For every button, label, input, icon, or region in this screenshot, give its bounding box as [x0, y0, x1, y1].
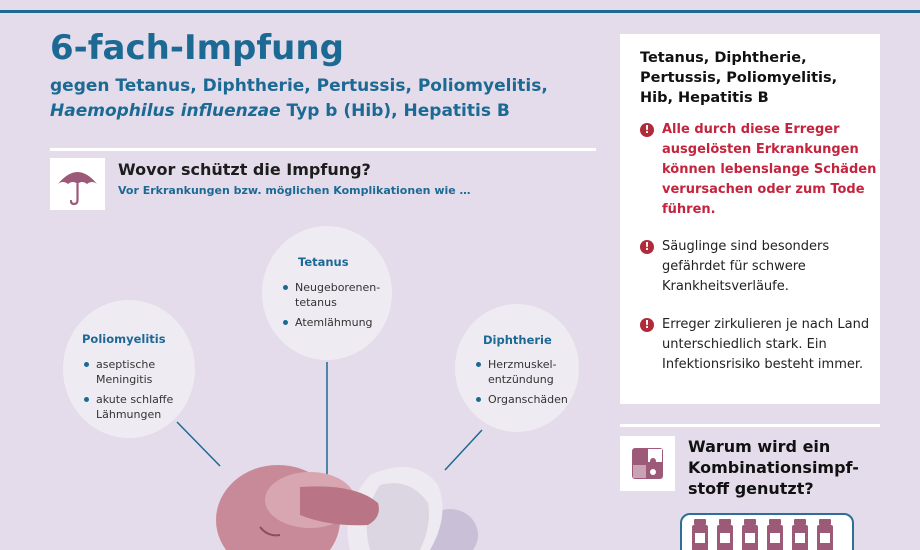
tetanus-title: Tetanus	[298, 255, 349, 269]
warning-item-3: ! Erreger zirkulieren je nach Land unterschiedlich stark. Ein Infektionsrisiko besteht immer.	[640, 315, 890, 375]
info-panel-title: Tetanus, Diphtherie, Pertussis, Poliomyelitis, Hib, Hepatitis B	[640, 50, 838, 106]
list-item: Organschäden	[476, 392, 576, 407]
baby-illustration	[200, 455, 500, 550]
diphtherie-title: Diphtherie	[483, 333, 552, 347]
page-title: 6-fach-Impfung	[50, 28, 344, 68]
section-divider	[620, 424, 880, 427]
protect-subtitle: Vor Erkrankungen bzw. möglichen Komplikationen wie …	[118, 184, 471, 197]
subtitle-line2: Typ b (Hib), Hepatitis B	[280, 101, 510, 121]
list-item: Neugeborenen- tetanus	[283, 280, 393, 310]
exclamation-icon: !	[640, 318, 654, 332]
combination-question: Warum wird ein Kombinationsimpf-stoff genutzt?	[688, 437, 859, 498]
list-item: Atemlähmung	[283, 315, 393, 330]
vial-tray	[680, 513, 854, 550]
list-item: akute schlaffe Lähmungen	[84, 392, 194, 422]
list-item: aseptische Meningitis	[84, 357, 194, 387]
tetanus-list	[283, 280, 393, 335]
exclamation-icon: !	[640, 123, 654, 137]
diphtherie-list	[476, 357, 576, 412]
polio-list	[84, 357, 194, 427]
puzzle-icon	[620, 436, 675, 491]
warning-item-1: ! Alle durch diese Erreger ausgelösten Erkrankungen können lebenslange Schäden verursachen oder zum Tode führen.	[640, 120, 890, 220]
subtitle-italic: Haemophilus influenzae	[50, 101, 281, 121]
info-panel	[620, 34, 880, 404]
polio-title: Poliomyelitis	[82, 332, 166, 346]
subtitle-line1: gegen Tetanus, Diphtherie, Pertussis, Poliomyelitis,	[50, 76, 548, 96]
protect-question: Wovor schützt die Impfung?	[118, 160, 371, 179]
warning-item-2: ! Säuglinge sind besonders gefährdet für schwere Krankheitsverläufe.	[640, 237, 890, 297]
exclamation-icon: !	[640, 240, 654, 254]
list-item: Herzmuskel- entzündung	[476, 357, 576, 387]
